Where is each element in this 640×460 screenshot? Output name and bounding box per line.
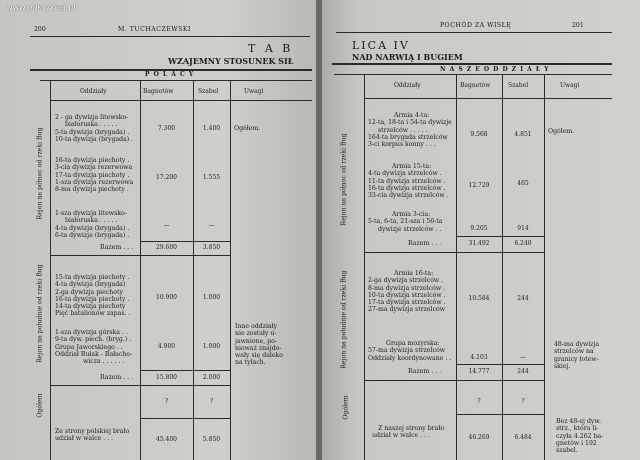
- table-cell-bayonets: 9.205: [470, 225, 488, 232]
- right-north-total-bayonets: 31.492: [468, 240, 490, 247]
- table-cell-unit: Armia 16-ta:: [394, 270, 434, 277]
- table-cell-sabres: 1.400: [202, 125, 221, 132]
- table-cell-unit: 17-ta dywizja strzelców .: [368, 299, 446, 307]
- left-col-sabres: Szabel: [198, 88, 219, 95]
- remark-line: nieważ znajdo-: [235, 344, 282, 352]
- left-south-razem-label: Razem . . .: [100, 374, 134, 381]
- table-cell-unit: 27-ma dywizja strzelców: [368, 306, 446, 314]
- table-cell-unit: wicza . . . . . .: [83, 358, 125, 366]
- table-cell-bayonets: 4.103: [470, 354, 488, 361]
- table-cell-sabres: 4.851: [514, 131, 532, 138]
- left-side-north: Rejon na północ od rzeki Bug: [36, 127, 44, 220]
- table-cell-unit: Oddział Bułak - Bałacho-: [55, 350, 133, 358]
- right-north-razem-label: Razem . . .: [408, 240, 442, 247]
- right-col-sabres: Szabel: [508, 82, 529, 89]
- left-col-bayonets: Bagnetów: [143, 88, 174, 95]
- right-south-total-sabres: 244: [517, 368, 529, 375]
- remark-line: czyła 4.262 ba-: [556, 432, 604, 440]
- table-cell-unit: 33-cia dywizja strzelców .: [368, 192, 449, 200]
- right-page: [322, 0, 640, 460]
- remark-line: strz., która li-: [556, 425, 599, 433]
- remark-line: strzelców na: [554, 348, 594, 356]
- table-cell-unit: białoruska . . . . .: [65, 217, 118, 225]
- table-cell-unit: 5-ta, 6-ta, 21-sza i 56-ta: [368, 218, 443, 226]
- right-side-total: Ogółem: [342, 395, 350, 420]
- table-cell-unit: Armia 15-ta:: [392, 163, 432, 170]
- left-g1-unit-lines: [55, 114, 133, 143]
- remark-line: Inne oddziały: [235, 323, 278, 330]
- left-g2-unit-lines: [55, 157, 133, 193]
- right-total-lines: [372, 425, 444, 440]
- left-title: T A B: [248, 42, 294, 55]
- watermark: www.odkrywca.pl: [6, 3, 76, 12]
- table-cell-unit: 2-ga dywizja piechoty: [55, 288, 123, 296]
- left-south-remark: [235, 323, 283, 367]
- table-cell-sabres: 1.000: [202, 343, 221, 350]
- right-north-total-sabres: 6.240: [514, 240, 532, 247]
- remark-line: Bez 48-ej dyw.: [556, 418, 601, 425]
- right-table-header: N A S Z E O D D Z I A Ł Y: [440, 66, 550, 73]
- right-total-bayonets: 46.269: [468, 434, 490, 441]
- table-cell-bayonets: 10.900: [156, 294, 177, 301]
- right-col-bayonets: Bagnetów: [460, 82, 491, 89]
- remark-line: gnetów i 192: [556, 439, 597, 447]
- table-cell-unit: Z naszej strony brało: [378, 425, 445, 432]
- table-cell-unit: 4-ta dywizja strzelców .: [368, 170, 442, 178]
- left-side-total: Ogółem: [36, 393, 44, 418]
- table-cell-unit: białoruska . . . . .: [65, 121, 118, 129]
- table-cell-bayonets: 10.584: [468, 295, 490, 302]
- table-cell-unit: 3-cia dywizja rezerwowa: [55, 164, 133, 172]
- table-cell-unit: udział w walce . . .: [372, 432, 431, 440]
- remark-line: wały się daleko: [235, 352, 284, 360]
- right-total-q-bayonets: ?: [477, 398, 481, 405]
- right-col-units: Oddziały: [394, 82, 421, 89]
- table-cell-unit: 4-ta dywizja (brygada) .: [55, 224, 130, 232]
- remark-line: skiej.: [554, 362, 571, 370]
- left-side-south: Rejon na południe od rzeki Bug: [36, 264, 44, 363]
- table-cell-unit: udział w walce . . .: [55, 435, 114, 443]
- table-cell-unit: 2-ga dywizja strzelców .: [368, 277, 444, 285]
- table-cell-unit: 10-ta dywizja (brygada) .: [55, 135, 134, 143]
- left-running-head: M. TUCHACZEWSKI: [118, 26, 191, 33]
- table-cell-bayonets: 7.300: [157, 125, 176, 132]
- left-s2-unit-lines: [55, 329, 132, 365]
- left-north-total-sabres: 3.850: [202, 244, 221, 251]
- right-g2-unit-lines: [368, 163, 449, 199]
- table-cell-unit: Oddziały koordynowane . .: [368, 354, 452, 362]
- table-cell-bayonets: —: [163, 222, 170, 229]
- right-g3-unit-lines: [368, 211, 442, 233]
- table-cell-bayonets: 9.568: [470, 131, 488, 138]
- remark-line: szabel.: [556, 447, 578, 455]
- right-south-total-bayonets: 14.777: [468, 368, 490, 375]
- table-cell-sabres: 465: [517, 180, 529, 187]
- left-south-total-sabres: 2.000: [202, 374, 221, 381]
- table-cell-bayonets: 4.900: [157, 343, 176, 350]
- table-cell-unit: 10-ta dywizja strzelców .: [368, 291, 446, 299]
- table-cell-unit: 11-ta dywizja strzelców .: [368, 177, 446, 185]
- right-total-sabres: 6.484: [514, 434, 532, 441]
- table-cell-unit: Grupa Jaworskiego . .: [55, 343, 123, 351]
- remark-line: 48-ma dywizja: [554, 341, 600, 348]
- remark-line: jawnione, po-: [235, 337, 277, 345]
- left-north-total-bayonets: 29.600: [156, 244, 177, 251]
- right-total-remark: [556, 418, 603, 454]
- left-subtitle: WZAJEMNY STOSUNEK SIŁ: [168, 56, 294, 66]
- table-cell-unit: 8-ma dywizja strzelców .: [368, 284, 446, 292]
- left-page-number: 200: [34, 26, 46, 33]
- table-cell-unit: Ze strony polskiej brało: [55, 428, 130, 435]
- table-cell-unit: Pięć batalionów zapas. .: [55, 310, 131, 318]
- table-cell-sabres: 1.555: [202, 174, 221, 181]
- right-running-head: POCHÓD ZA WISŁĘ: [440, 22, 512, 29]
- table-cell-sabres: 244: [517, 295, 529, 302]
- table-cell-unit: 164-ta brygada strzelców: [368, 133, 448, 141]
- table-cell-unit: strzelców . . . . .: [378, 126, 428, 134]
- table-cell-unit: 16-ta dywizja piechoty .: [55, 295, 130, 303]
- table-cell-unit: 12-ta, 18-ta i 54-ta dywizje: [368, 119, 452, 127]
- table-cell-sabres: 1.000: [202, 294, 221, 301]
- table-cell-unit: 14-ta dywizja piechoty: [55, 303, 126, 311]
- left-total-q-sabres: ?: [209, 398, 214, 405]
- remark-line: na tyłach.: [235, 359, 266, 367]
- right-total-q-sabres: ?: [521, 398, 525, 405]
- table-cell-unit: 5-ta dywizja (brygada) .: [55, 128, 130, 136]
- table-cell-unit: Armia 4-ta:: [394, 112, 430, 119]
- left-north-razem-label: Razem . . .: [100, 244, 134, 251]
- left-g3-unit-lines: [55, 210, 129, 239]
- table-cell-bayonets: 17.200: [156, 174, 177, 181]
- table-cell-unit: 1-sza dywizja rezerwowa: [55, 178, 134, 186]
- remark-line: nie zostały u-: [235, 330, 277, 338]
- table-cell-unit: 9-ta dyw. piech. (bryg.) .: [55, 336, 132, 344]
- table-cell-unit: dywizje strzelców . .: [378, 225, 442, 233]
- table-cell-unit: Grupa mozyrska:: [386, 340, 440, 347]
- table-cell-sabres: 914: [517, 225, 529, 232]
- right-s2-unit-lines: [368, 340, 451, 362]
- left-total-lines: [55, 428, 129, 443]
- left-total-bayonets: 45.400: [156, 436, 177, 443]
- table-cell-remark: Ogółem.: [234, 125, 261, 132]
- table-cell-unit: 4-ta dywizja (brygada): [55, 281, 126, 289]
- left-south-total-bayonets: 15.800: [156, 374, 177, 381]
- right-south-razem-label: Razem . . .: [408, 368, 442, 375]
- right-side-north: Rejon na północ od rzeki Bug: [340, 133, 348, 226]
- table-cell-unit: 15-ta dywizja piechoty .: [55, 274, 130, 281]
- right-col-remarks: Uwagi: [560, 82, 580, 89]
- left-total-q-bayonets: ?: [164, 398, 169, 405]
- table-cell-unit: 17-ta dywizja piechoty .: [55, 171, 130, 179]
- table-cell-unit: 1-sza dywizja litewsko-: [55, 210, 127, 217]
- table-cell-sabres: —: [208, 222, 215, 229]
- table-cell-unit: 16-ta dywizja strzelców .: [368, 184, 446, 192]
- left-table-header: P O L A C Y: [145, 71, 195, 78]
- table-cell-bayonets: 12.729: [468, 182, 490, 189]
- right-g1-unit-lines: [368, 112, 452, 148]
- table-cell-unit: 3-ci korpus konny . . .: [368, 141, 436, 149]
- right-page-number: 201: [572, 22, 584, 29]
- left-total-sabres: 5.850: [202, 436, 221, 443]
- table-cell-remark: Ogółem.: [548, 128, 575, 135]
- table-cell-unit: 2 - ga dywizja litewsko-: [55, 114, 129, 121]
- left-page: [0, 0, 318, 460]
- table-cell-unit: 16-ta dywizja piechoty .: [55, 157, 130, 164]
- remark-line: granicy łotew-: [554, 355, 599, 363]
- table-cell-sabres: —: [520, 354, 526, 361]
- table-cell-unit: 8-ma dywizja piechoty .: [55, 186, 129, 194]
- right-s1-unit-lines: [368, 270, 446, 314]
- table-cell-unit: 6-ta dywizja (brygada) .: [55, 231, 130, 239]
- left-s1-unit-lines: [55, 274, 130, 318]
- left-col-remarks: Uwagi: [244, 88, 264, 95]
- table-cell-unit: Armia 3-cia:: [392, 211, 431, 218]
- right-side-south: Rejon na południe od rzeki Bug: [340, 270, 348, 369]
- right-south-remark: [554, 341, 599, 370]
- table-cell-unit: 1-sza dywizja górska . .: [55, 329, 128, 336]
- left-col-units: Oddziały: [80, 88, 107, 95]
- right-subtitle: NAD NARWIĄ I BUGIEM: [352, 52, 463, 62]
- table-cell-unit: 57-ma dywizja strzelców: [368, 347, 446, 355]
- right-title: LICA IV: [352, 39, 410, 52]
